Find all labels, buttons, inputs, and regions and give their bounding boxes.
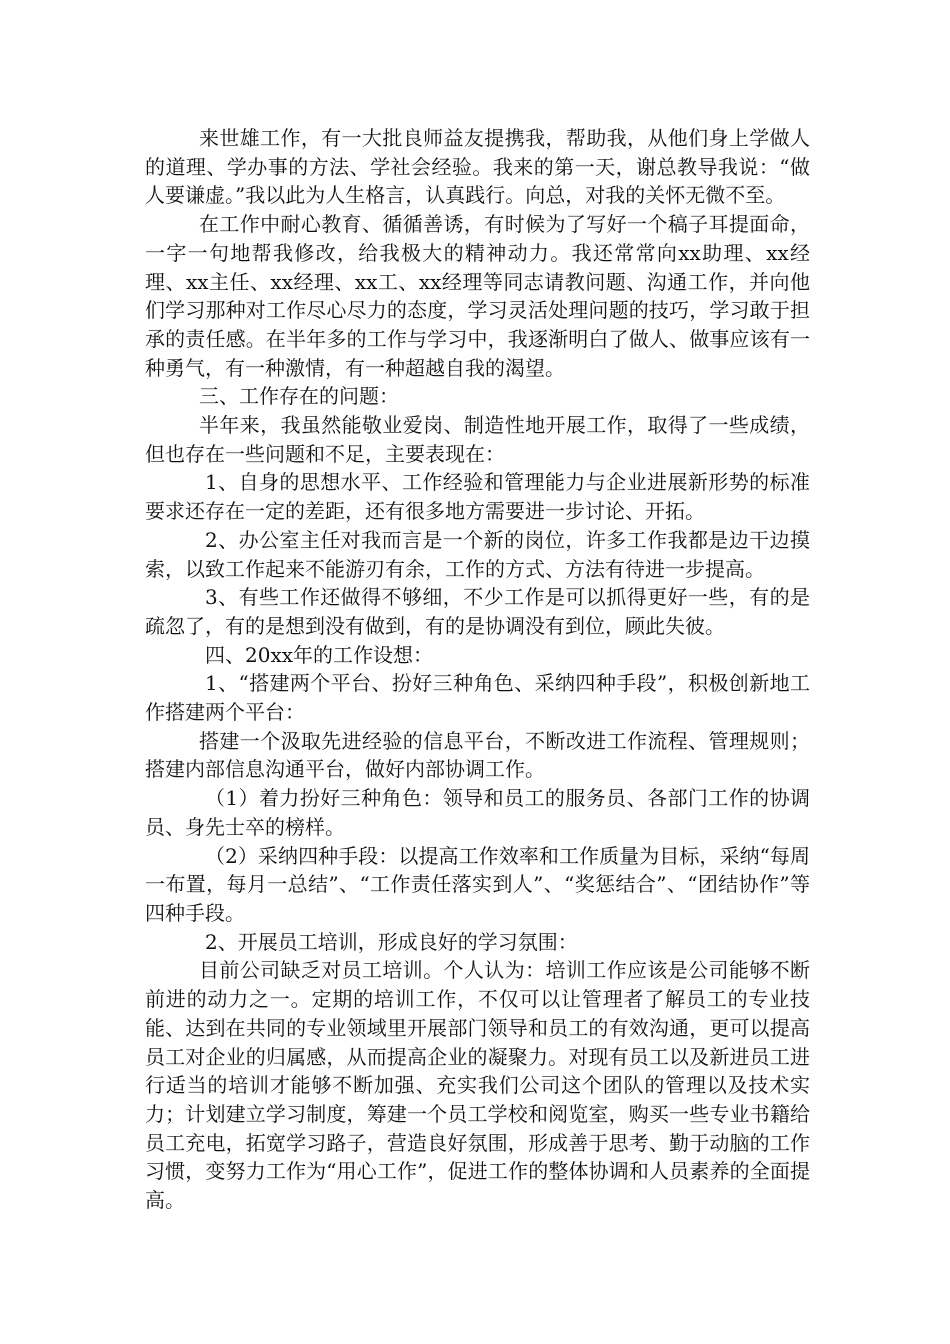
section-heading-plans: 四、20xx年的工作设想： — [205, 642, 434, 667]
list-item-plan-2: 2、开展员工培训，形成良好的学习氛围： — [205, 929, 578, 954]
paragraph-platforms: 搭建一个汲取先进经验的信息平台，不断改进工作流程、管理规则；搭建内部信息沟通平台，做好内部协调工作。 — [145, 728, 810, 782]
paragraph-mentors: 来世雄工作，有一大批良师益友提携我，帮助我，从他们身上学做人的道理、学办事的方法、学社会经验。我来的第一天，谢总教导我说：“做人要谦虚。”我以此为人生格言，认真践行。向总，对我的关怀无微不至。 — [145, 126, 810, 208]
list-item-problem-1: 1、自身的思想水平、工作经验和管理能力与企业进展新形势的标准要求还存在一定的差距，还有很多地方需要进一步讨论、开拓。 — [145, 470, 810, 524]
paragraph-patient-guidance: 在工作中耐心教育、循循善诱，有时候为了写好一个稿子耳提面命，一字一句地帮我修改，给我极大的精神动力。我还常常向xx助理、xx经理、xx主任、xx经理、xx工、xx经理等同志请教问题、沟通工作，并向他们学习那种对工作尽心尽力的态度，学习灵活处理问题的技巧，学习敢于担承的责任感。在半年多的工作与学习中，我逐渐明白了做人、做事应该有一种勇气，有一种激情，有一种超越自我的渴望。 — [145, 212, 810, 380]
list-item-roles: （1）着力扮好三种角色：领导和员工的服务员、各部门工作的协调员、身先士卒的榜样。 — [145, 786, 810, 839]
paragraph-problems-intro: 半年来，我虽然能敬业爱岗、制造性地开展工作，取得了一些成绩，但也存在一些问题和不足，主要表现在： — [145, 413, 810, 466]
list-item-methods: （2）采纳四种手段：以提高工作效率和工作质量为目标，采纳“每周一布置，每月一总结”、“工作责任落实到人”、“奖惩结合”、“团结协作”等四种手段。 — [145, 843, 810, 925]
paragraph-training: 目前公司缺乏对员工培训。个人认为：培训工作应该是公司能够不断前进的动力之一。定期的培训工作，不仅可以让管理者了解员工的专业技能、达到在共同的专业领域里开展部门领导和员工的有效沟通，更可以提高员工对企业的归属感，从而提高企业的凝聚力。对现有员工以及新进员工进行适当的培训才能够不断加强、充实我们公司这个团队的管理以及技术实力；计划建立学习制度，筹建一个员工学校和阅览室，购买一些专业书籍给员工充电，拓宽学习路子，营造良好氛围，形成善于思考、勤于动脑的工作习惯，变努力工作为“用心工作”，促进工作的整体协调和人员素养的全面提高。 — [145, 958, 810, 1213]
section-heading-problems: 三、工作存在的问题： — [199, 384, 399, 409]
list-item-plan-1: 1、“搭建两个平台、扮好三种角色、采纳四种手段”，积极创新地工作搭建两个平台： — [145, 671, 810, 725]
list-item-problem-2: 2、办公室主任对我而言是一个新的岗位，许多工作我都是边干边摸索，以致工作起来不能游刃有余，工作的方式、方法有待进一步提高。 — [145, 527, 810, 581]
document-body — [145, 124, 810, 1215]
list-item-problem-3: 3、有些工作还做得不够细，不少工作是可以抓得更好一些，有的是疏忽了，有的是想到没有做到，有的是协调没有到位，顾此失彼。 — [145, 585, 810, 638]
